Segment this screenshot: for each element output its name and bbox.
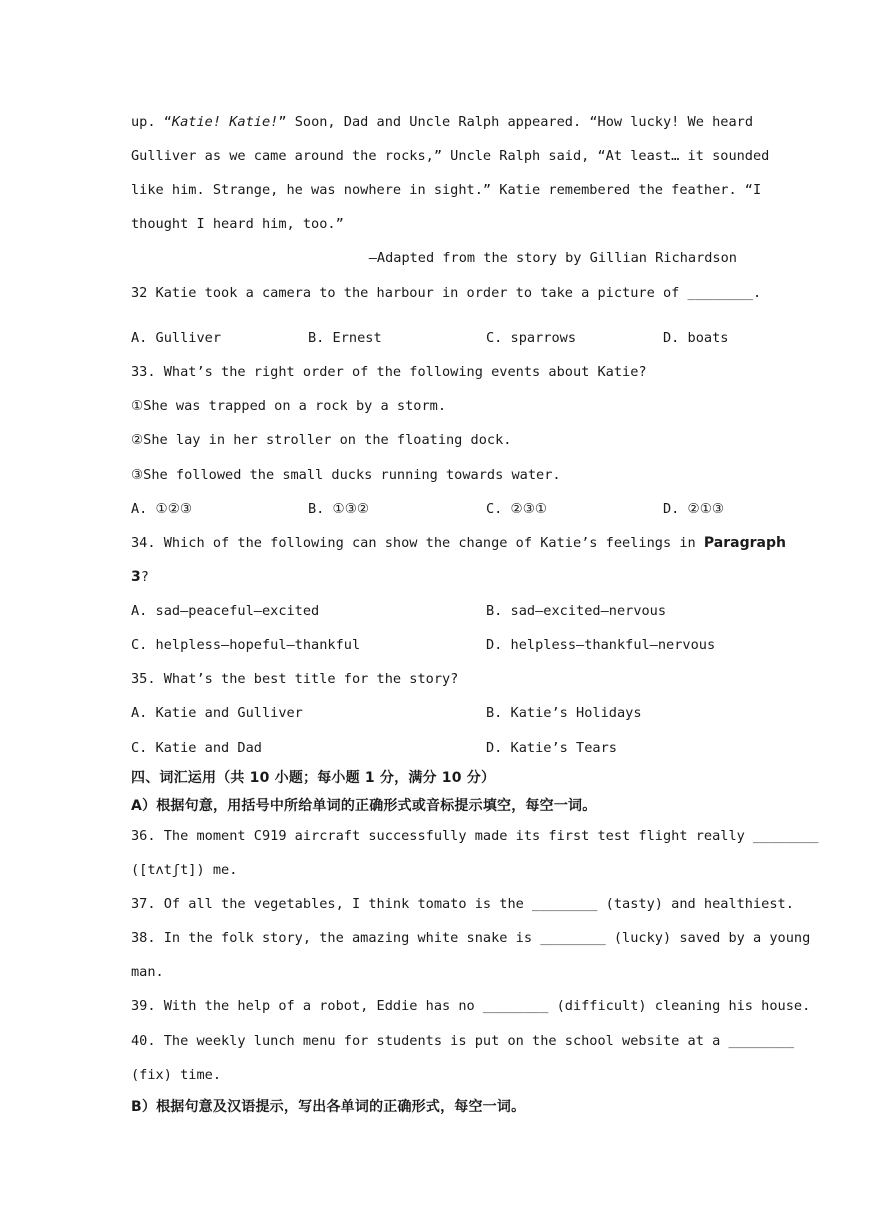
q40-line-2: (fix) time. — [131, 1067, 222, 1083]
q34-stem-line-1 — [131, 533, 786, 553]
q36-line-2: ([tʌtʃt]) me. — [131, 862, 238, 878]
q35-stem: 35. What’s the best title for the story? — [131, 671, 459, 687]
q34-question-mark: ? — [140, 569, 149, 585]
q33-option-b: B. ①③② — [308, 501, 370, 517]
q35-option-a: A. Katie and Gulliver — [131, 705, 303, 721]
q34-stem-text: 34. Which of the following can show the change of Katie’s feelings in — [131, 535, 704, 551]
q34-option-d: D. helpless—thankful—nervous — [486, 637, 716, 653]
section-4-part-a-instruction: A）根据句意，用括号中所给单词的正确形式或音标提示填空，每空一词。 — [131, 798, 597, 814]
q33-option-c: C. ②③① — [486, 501, 548, 517]
q39: 39. With the help of a robot, Eddie has no ________ (difficult) cleaning his house. — [131, 998, 811, 1014]
q40-line-1: 40. The weekly lunch menu for students is put on the school website at a ________ — [131, 1033, 794, 1049]
passage-line-3: like him. Strange, he was nowhere in sight.” Katie remembered the feather. “I — [131, 182, 762, 198]
q33-event-3: ③She followed the small ducks running towards water. — [131, 467, 561, 483]
q34-option-a: A. sad—peaceful—excited — [131, 603, 320, 619]
q34-stem-line-2 — [131, 567, 149, 587]
q37: 37. Of all the vegetables, I think tomato is the ________ (tasty) and healthiest. — [131, 896, 794, 912]
q32-option-c: C. sparrows — [486, 330, 577, 346]
q35-option-b: B. Katie’s Holidays — [486, 705, 642, 721]
passage-line-4: thought I heard him, too.” — [131, 216, 344, 232]
q32-option-d: D. boats — [663, 330, 729, 346]
q36-line-1: 36. The moment C919 aircraft successfully made its first test flight really ________ — [131, 828, 819, 844]
passage-text: up. “ — [131, 114, 172, 130]
q34-option-b: B. sad—excited—nervous — [486, 603, 667, 619]
q35-option-c: C. Katie and Dad — [131, 740, 262, 756]
q32-option-a: A. Gulliver — [131, 330, 222, 346]
q35-option-d: D. Katie’s Tears — [486, 740, 617, 756]
q32-option-b: B. Ernest — [308, 330, 382, 346]
q33-stem: 33. What’s the right order of the following events about Katie? — [131, 364, 647, 380]
q33-option-a: A. ①②③ — [131, 501, 193, 517]
q33-event-2: ②She lay in her stroller on the floating dock. — [131, 432, 512, 448]
q33-option-d: D. ②①③ — [663, 501, 725, 517]
q34-option-c: C. helpless—hopeful—thankful — [131, 637, 361, 653]
q38-line-1: 38. In the folk story, the amazing white snake is ________ (lucky) saved by a young — [131, 930, 811, 946]
q33-event-1: ①She was trapped on a rock by a storm. — [131, 398, 446, 414]
q34-paragraph-word: Paragraph — [703, 535, 786, 551]
passage-line-1 — [131, 112, 753, 132]
passage-source: —Adapted from the story by Gillian Richardson — [368, 250, 737, 266]
section-4-heading: 四、词汇运用（共 10 小题；每小题 1 分，满分 10 分） — [131, 770, 496, 786]
q32-stem: 32 Katie took a camera to the harbour in order to take a picture of ________. — [131, 285, 762, 301]
section-4-part-b-instruction: B）根据句意及汉语提示，写出各单词的正确形式，每空一词。 — [131, 1099, 526, 1115]
q34-paragraph-number: 3 — [131, 569, 141, 585]
passage-italic-text: Katie! Katie! — [171, 114, 279, 130]
q38-line-2: man. — [131, 964, 164, 980]
passage-line-2: Gulliver as we came around the rocks,” Uncle Ralph said, “At least… it sounded — [131, 148, 770, 164]
passage-text: ” Soon, Dad and Uncle Ralph appeared. “How lucky! We heard — [278, 114, 754, 130]
